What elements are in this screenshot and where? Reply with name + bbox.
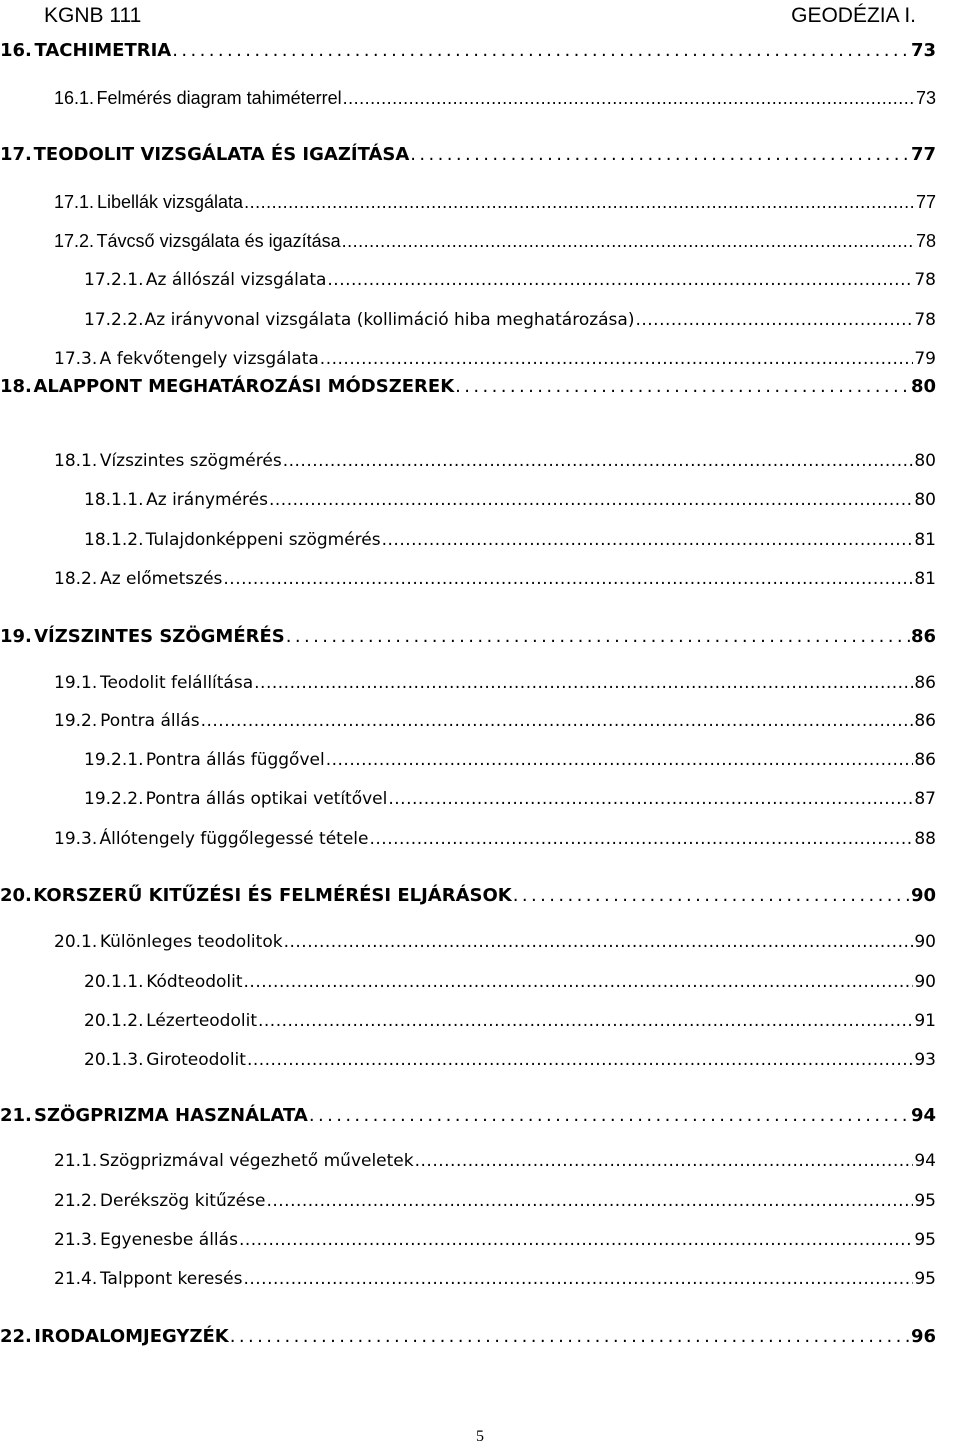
toc-entry-title: Állótengely függőlegessé tétele [99,829,369,849]
toc-entry-number: 20.1. [54,932,98,952]
toc-dot-leader [258,1011,913,1031]
toc-dot-leader [635,310,913,330]
toc-entry-title: Szögprizmával végezhető műveletek [99,1151,414,1171]
toc-dot-leader [369,829,913,849]
toc-entry-number: 21.1. [54,1151,98,1171]
toc-entry-title: IRODALOMJEGYZÉK [34,1326,229,1347]
toc-entry[interactable] [54,192,936,213]
toc-entry[interactable] [54,1230,936,1250]
toc-entry[interactable] [0,376,936,397]
toc-entry-page: 94 [914,1151,936,1171]
toc-entry-page: 73 [915,88,936,108]
toc-entry-page: 81 [914,569,936,589]
toc-entry-page: 86 [910,626,936,647]
toc-dot-leader [326,750,914,770]
toc-entry[interactable] [54,1191,936,1211]
toc-entry-number: 18.1.2. [84,530,144,550]
toc-entry-title: Az iránymérés [146,490,268,510]
toc-entry[interactable] [54,349,936,369]
toc-entry[interactable] [54,711,936,731]
toc-entry-page: 77 [915,192,936,212]
toc-entry-title: Pontra állás függővel [145,750,325,770]
toc-entry-page: 86 [914,673,936,693]
toc-entry-page: 77 [910,144,936,165]
toc-entry-page: 96 [910,1326,936,1347]
toc-dot-leader [343,88,915,109]
course-code: KGNB 111 [44,4,142,27]
toc-entry-title: Az irányvonal vizsgálata (kollimáció hiba meghatározása) [144,310,635,330]
toc-entry-page: 73 [910,40,936,61]
toc-entry-page: 80 [914,451,936,471]
toc-entry-title: TEODOLIT VIZSGÁLATA ÉS IGAZÍTÁSA [33,144,410,165]
toc-entry-title: Tulajdonképpeni szögmérés [145,530,381,550]
course-title: GEODÉZIA I. [791,4,916,27]
toc-entry-number: 19.2. [54,711,98,731]
toc-dot-leader [286,626,910,647]
toc-entry[interactable] [54,1269,936,1289]
toc-entry-page: 91 [914,1011,936,1031]
toc-entry-number: 17.1. [54,192,95,212]
toc-entry-page: 87 [914,789,936,809]
toc-entry-number: 21.2. [54,1191,98,1211]
toc-entry-number: 17.3. [54,349,98,369]
toc-entry-number: 19.3. [54,829,98,849]
toc-entry-page: 95 [914,1269,936,1289]
toc-entry[interactable] [54,673,936,693]
toc-entry-number: 16. [0,40,32,61]
toc-entry-number: 21.4. [54,1269,98,1289]
toc-entry[interactable] [54,451,936,471]
toc-entry[interactable] [54,88,936,109]
toc-dot-leader [201,711,914,731]
toc-entry-page: 78 [915,231,936,251]
toc-entry[interactable] [0,40,936,61]
toc-dot-leader [244,972,914,992]
toc-entry-number: 20.1.1. [84,972,144,992]
toc-entry[interactable] [84,310,936,330]
toc-entry-number: 18.1. [54,451,98,471]
toc-dot-leader [247,1050,913,1070]
toc-dot-leader [266,1191,913,1211]
toc-entry[interactable] [84,1011,936,1031]
toc-entry-number: 21. [0,1105,32,1126]
toc-dot-leader [455,376,910,397]
toc-entry-number: 18.1.1. [84,490,144,510]
toc-entry-number: 18.2. [54,569,98,589]
toc-dot-leader [320,349,914,369]
toc-entry-title: KORSZERŰ KITŰZÉSI ÉS FELMÉRÉSI ELJÁRÁSOK [33,885,512,906]
toc-entry-title: Pontra állás [100,711,200,731]
toc-entry-page: 79 [914,349,936,369]
toc-entry[interactable] [84,530,936,550]
toc-entry-title: Derékszög kitűzése [99,1191,266,1211]
toc-entry-number: 21.3. [54,1230,98,1250]
toc-entry[interactable] [54,932,936,952]
toc-entry-title: Talppont keresés [99,1269,243,1289]
toc-entry[interactable] [84,1050,936,1070]
toc-entry-page: 80 [910,376,936,397]
toc-dot-leader [388,789,913,809]
page-header [44,4,916,34]
toc-entry-title: Egyenesbe állás [100,1230,238,1250]
toc-dot-leader [382,530,914,550]
toc-entry-title: Különleges teodolitok [99,932,283,952]
toc-dot-leader [410,144,910,165]
toc-entry-title: Az előmetszés [100,569,223,589]
toc-entry-number: 19.2.1. [84,750,144,770]
toc-entry-title: A fekvőtengely vizsgálata [99,349,319,369]
toc-entry-page: 88 [914,829,936,849]
toc-entry-title: SZÖGPRIZMA HASZNÁLATA [34,1105,308,1126]
toc-entry-number: 19. [0,626,32,647]
toc-entry-page: 86 [914,750,936,770]
toc-entry-number: 20.1.2. [84,1011,144,1031]
toc-entry-title: VÍZSZINTES SZÖGMÉRÉS [34,626,285,647]
toc-entry-number: 19.1. [54,673,98,693]
toc-entry-title: Libellák vizsgálata [96,192,244,212]
toc-dot-leader [172,40,910,61]
toc-entry[interactable] [0,144,936,165]
toc-entry-title: Lézerteodolit [146,1011,257,1031]
toc-entry[interactable] [84,789,936,809]
toc-entry[interactable] [54,231,936,252]
toc-entry-title: Az állószál vizsgálata [145,270,327,290]
toc-entry-number: 17.2. [54,231,95,251]
toc-entry-title: Giroteodolit [146,1050,246,1070]
toc-dot-leader [309,1105,910,1126]
toc-entry-page: 90 [910,885,936,906]
toc-entry-number: 16.1. [54,88,95,108]
toc-entry-page: 78 [914,310,936,330]
toc-entry-number: 17.2.2. [84,310,144,330]
toc-entry-title: TACHIMETRIA [34,40,172,61]
toc-dot-leader [327,270,913,290]
toc-entry-page: 90 [914,932,936,952]
toc-entry[interactable] [0,885,936,906]
toc-entry-number: 18. [0,376,32,397]
toc-dot-leader [223,569,913,589]
toc-entry-number: 17.2.1. [84,270,144,290]
toc-dot-leader [283,451,914,471]
toc-entry-title: Pontra állás optikai vetítővel [145,789,388,809]
toc-dot-leader [269,490,913,510]
toc-entry[interactable] [54,569,936,589]
toc-entry-page: 93 [914,1050,936,1070]
toc-entry-page: 90 [914,972,936,992]
toc-entry-title: Kódteodolit [146,972,243,992]
toc-entry-page: 86 [914,711,936,731]
toc-entry[interactable] [0,626,936,647]
toc-entry-page: 95 [914,1191,936,1211]
toc-entry-number: 20. [0,885,32,906]
toc-entry-title: Távcső vizsgálata és igazítása [96,231,341,251]
toc-entry-page: 81 [914,530,936,550]
toc-entry[interactable] [54,829,936,849]
toc-dot-leader [254,673,913,693]
toc-entry-title: ALAPPONT MEGHATÁROZÁSI MÓDSZEREK [33,376,455,397]
page-number: 5 [476,1428,484,1445]
toc-dot-leader [230,1326,910,1347]
toc-dot-leader [239,1230,913,1250]
toc-entry[interactable] [54,1151,936,1171]
toc-entry[interactable] [84,750,936,770]
toc-entry[interactable] [84,972,936,992]
toc-dot-leader [342,231,915,252]
toc-dot-leader [415,1151,914,1171]
toc-entry-page: 95 [914,1230,936,1250]
toc-entry[interactable] [0,1105,936,1126]
toc-entry[interactable] [84,490,936,510]
toc-dot-leader [284,932,914,952]
toc-entry-number: 20.1.3. [84,1050,144,1070]
toc-entry-page: 94 [910,1105,936,1126]
toc-dot-leader [243,1269,913,1289]
toc-entry-number: 22. [0,1326,32,1347]
toc-entry[interactable] [0,1326,936,1347]
toc-entry-title: Felmérés diagram tahiméterrel [96,88,342,108]
toc-entry-page: 80 [914,490,936,510]
toc-dot-leader [244,192,915,213]
toc-dot-leader [513,885,910,906]
toc-entry-title: Vízszintes szögmérés [99,451,282,471]
toc-entry-number: 17. [0,144,32,165]
toc-entry-title: Teodolit felállítása [99,673,254,693]
toc-entry-number: 19.2.2. [84,789,144,809]
toc-entry-page: 78 [914,270,936,290]
toc-entry[interactable] [84,270,936,290]
